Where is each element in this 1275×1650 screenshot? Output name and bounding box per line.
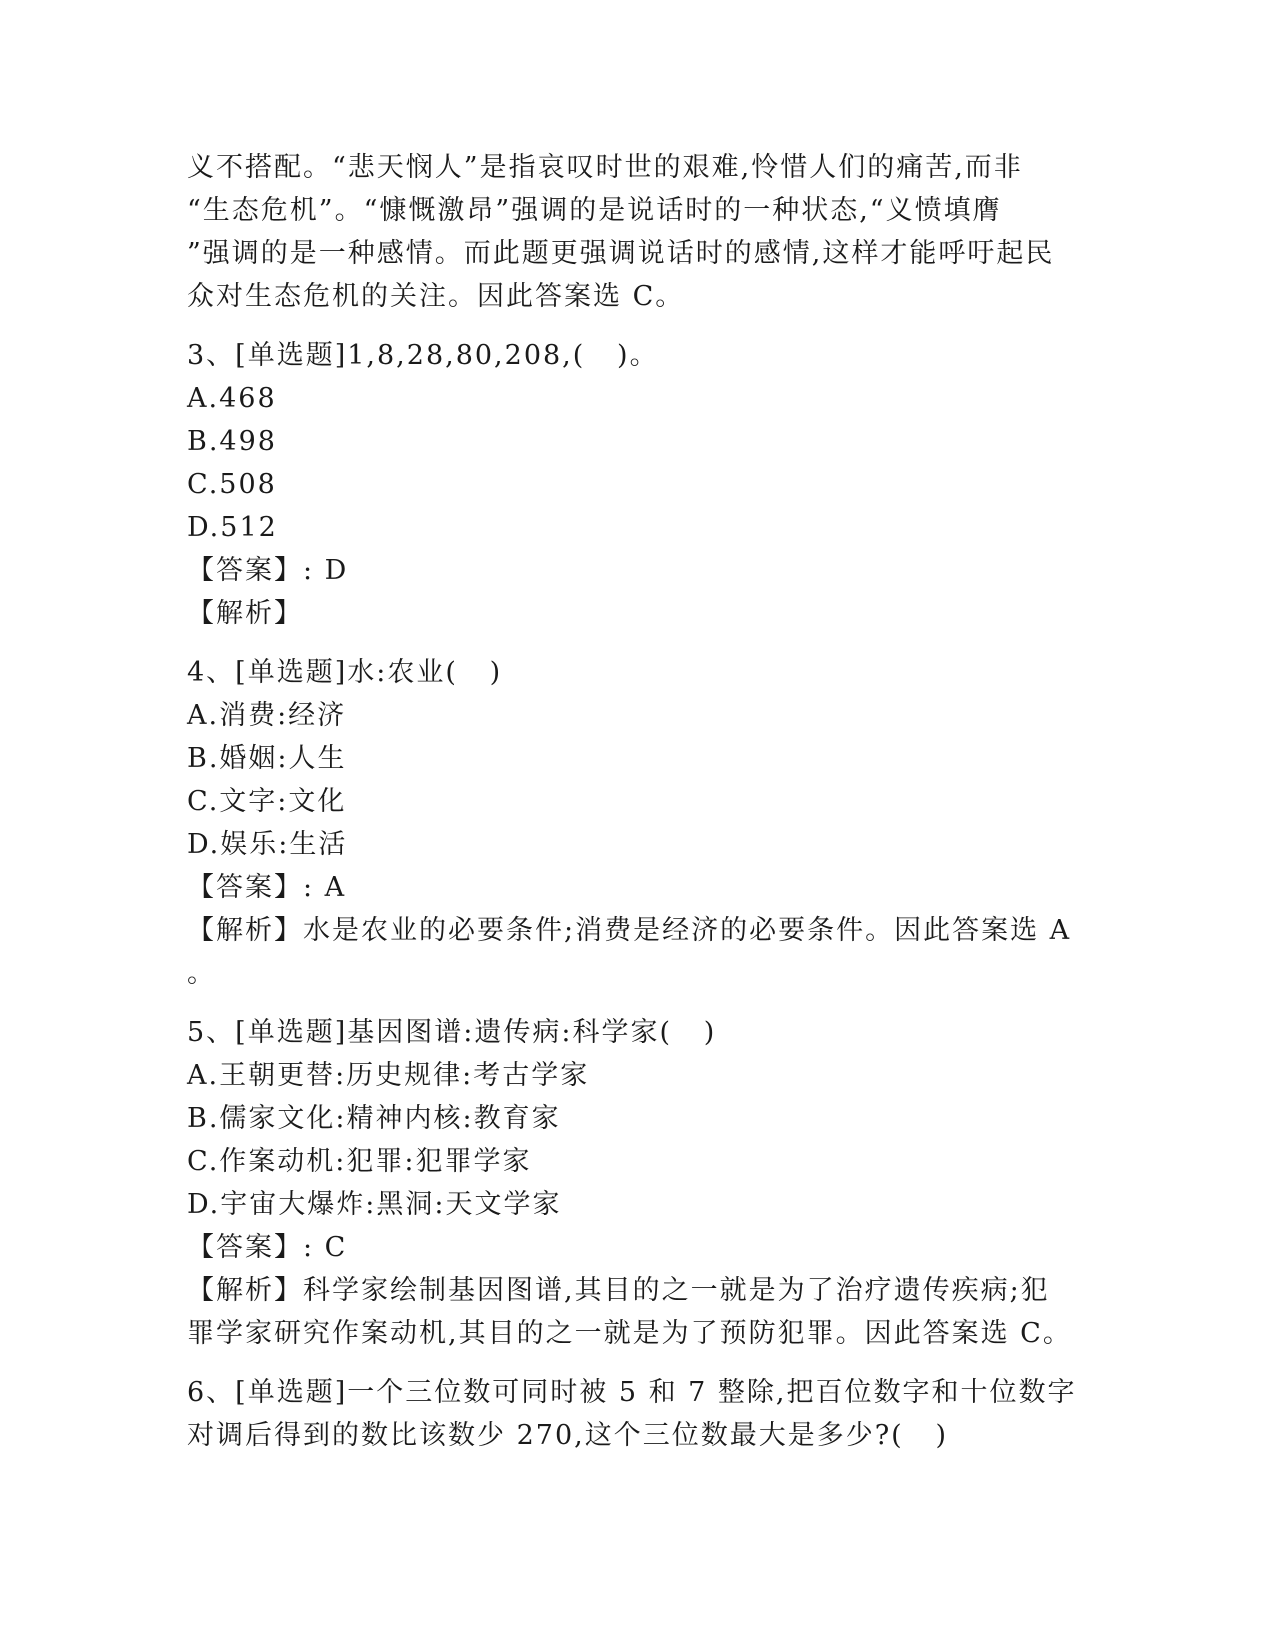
option-b: B.儒家文化:精神内核:教育家: [187, 1103, 561, 1134]
option-c: C.作案动机:犯罪:犯罪学家: [187, 1146, 532, 1177]
question-stem: 6、[单选题]一个三位数可同时被 5 和 7 整除,把百位数字和十位数字: [187, 1377, 1077, 1408]
question-stem: 3、[单选题]1,8,28,80,208,( )。: [187, 340, 659, 371]
question-stem: 4、[单选题]水:农业( ): [187, 657, 503, 688]
option-d: D.512: [187, 512, 278, 543]
answer-line: 【答案】: C: [187, 1232, 348, 1263]
option-b: B.婚姻:人生: [187, 743, 347, 774]
option-c: C.文字:文化: [187, 786, 347, 817]
explanation-line: ”强调的是一种感情。而此题更强调说话时的感情,这样才能呼吁起民: [187, 238, 1055, 269]
analysis-line: 。: [187, 958, 216, 989]
question-stem: 对调后得到的数比该数少 270,这个三位数最大是多少?( ): [187, 1420, 948, 1451]
option-d: D.娱乐:生活: [187, 829, 348, 860]
analysis-line: 【解析】: [187, 598, 303, 629]
intro-explanation: [187, 146, 1077, 318]
question-stem: 5、[单选题]基因图谱:遗传病:科学家( ): [187, 1017, 717, 1048]
option-d: D.宇宙大爆炸:黑洞:天文学家: [187, 1189, 562, 1220]
analysis-line: 罪学家研究作案动机,其目的之一就是为了预防犯罪。因此答案选 C。: [187, 1318, 1072, 1349]
question-5: [187, 1011, 1077, 1355]
answer-line: 【答案】: D: [187, 555, 349, 586]
document-content: [187, 146, 1077, 1457]
analysis-line: 【解析】水是农业的必要条件;消费是经济的必要条件。因此答案选 A: [187, 915, 1072, 946]
answer-line: 【答案】: A: [187, 872, 347, 903]
question-3: [187, 334, 1077, 635]
explanation-line: “生态危机”。“慷慨激昂”强调的是说话时的一种状态,“义愤填膺: [187, 195, 1002, 226]
explanation-line: 义不搭配。“悲天悯人”是指哀叹时世的艰难,怜惜人们的痛苦,而非: [187, 152, 1023, 183]
question-6: [187, 1371, 1077, 1457]
option-a: A.468: [187, 383, 277, 414]
question-4: [187, 651, 1077, 995]
explanation-line: 众对生态危机的关注。因此答案选 C。: [187, 281, 685, 312]
option-c: C.508: [187, 469, 277, 500]
option-b: B.498: [187, 426, 277, 457]
option-a: A.消费:经济: [187, 700, 347, 731]
option-a: A.王朝更替:历史规律:考古学家: [187, 1060, 590, 1091]
analysis-line: 【解析】科学家绘制基因图谱,其目的之一就是为了治疗遗传疾病;犯: [187, 1275, 1050, 1306]
